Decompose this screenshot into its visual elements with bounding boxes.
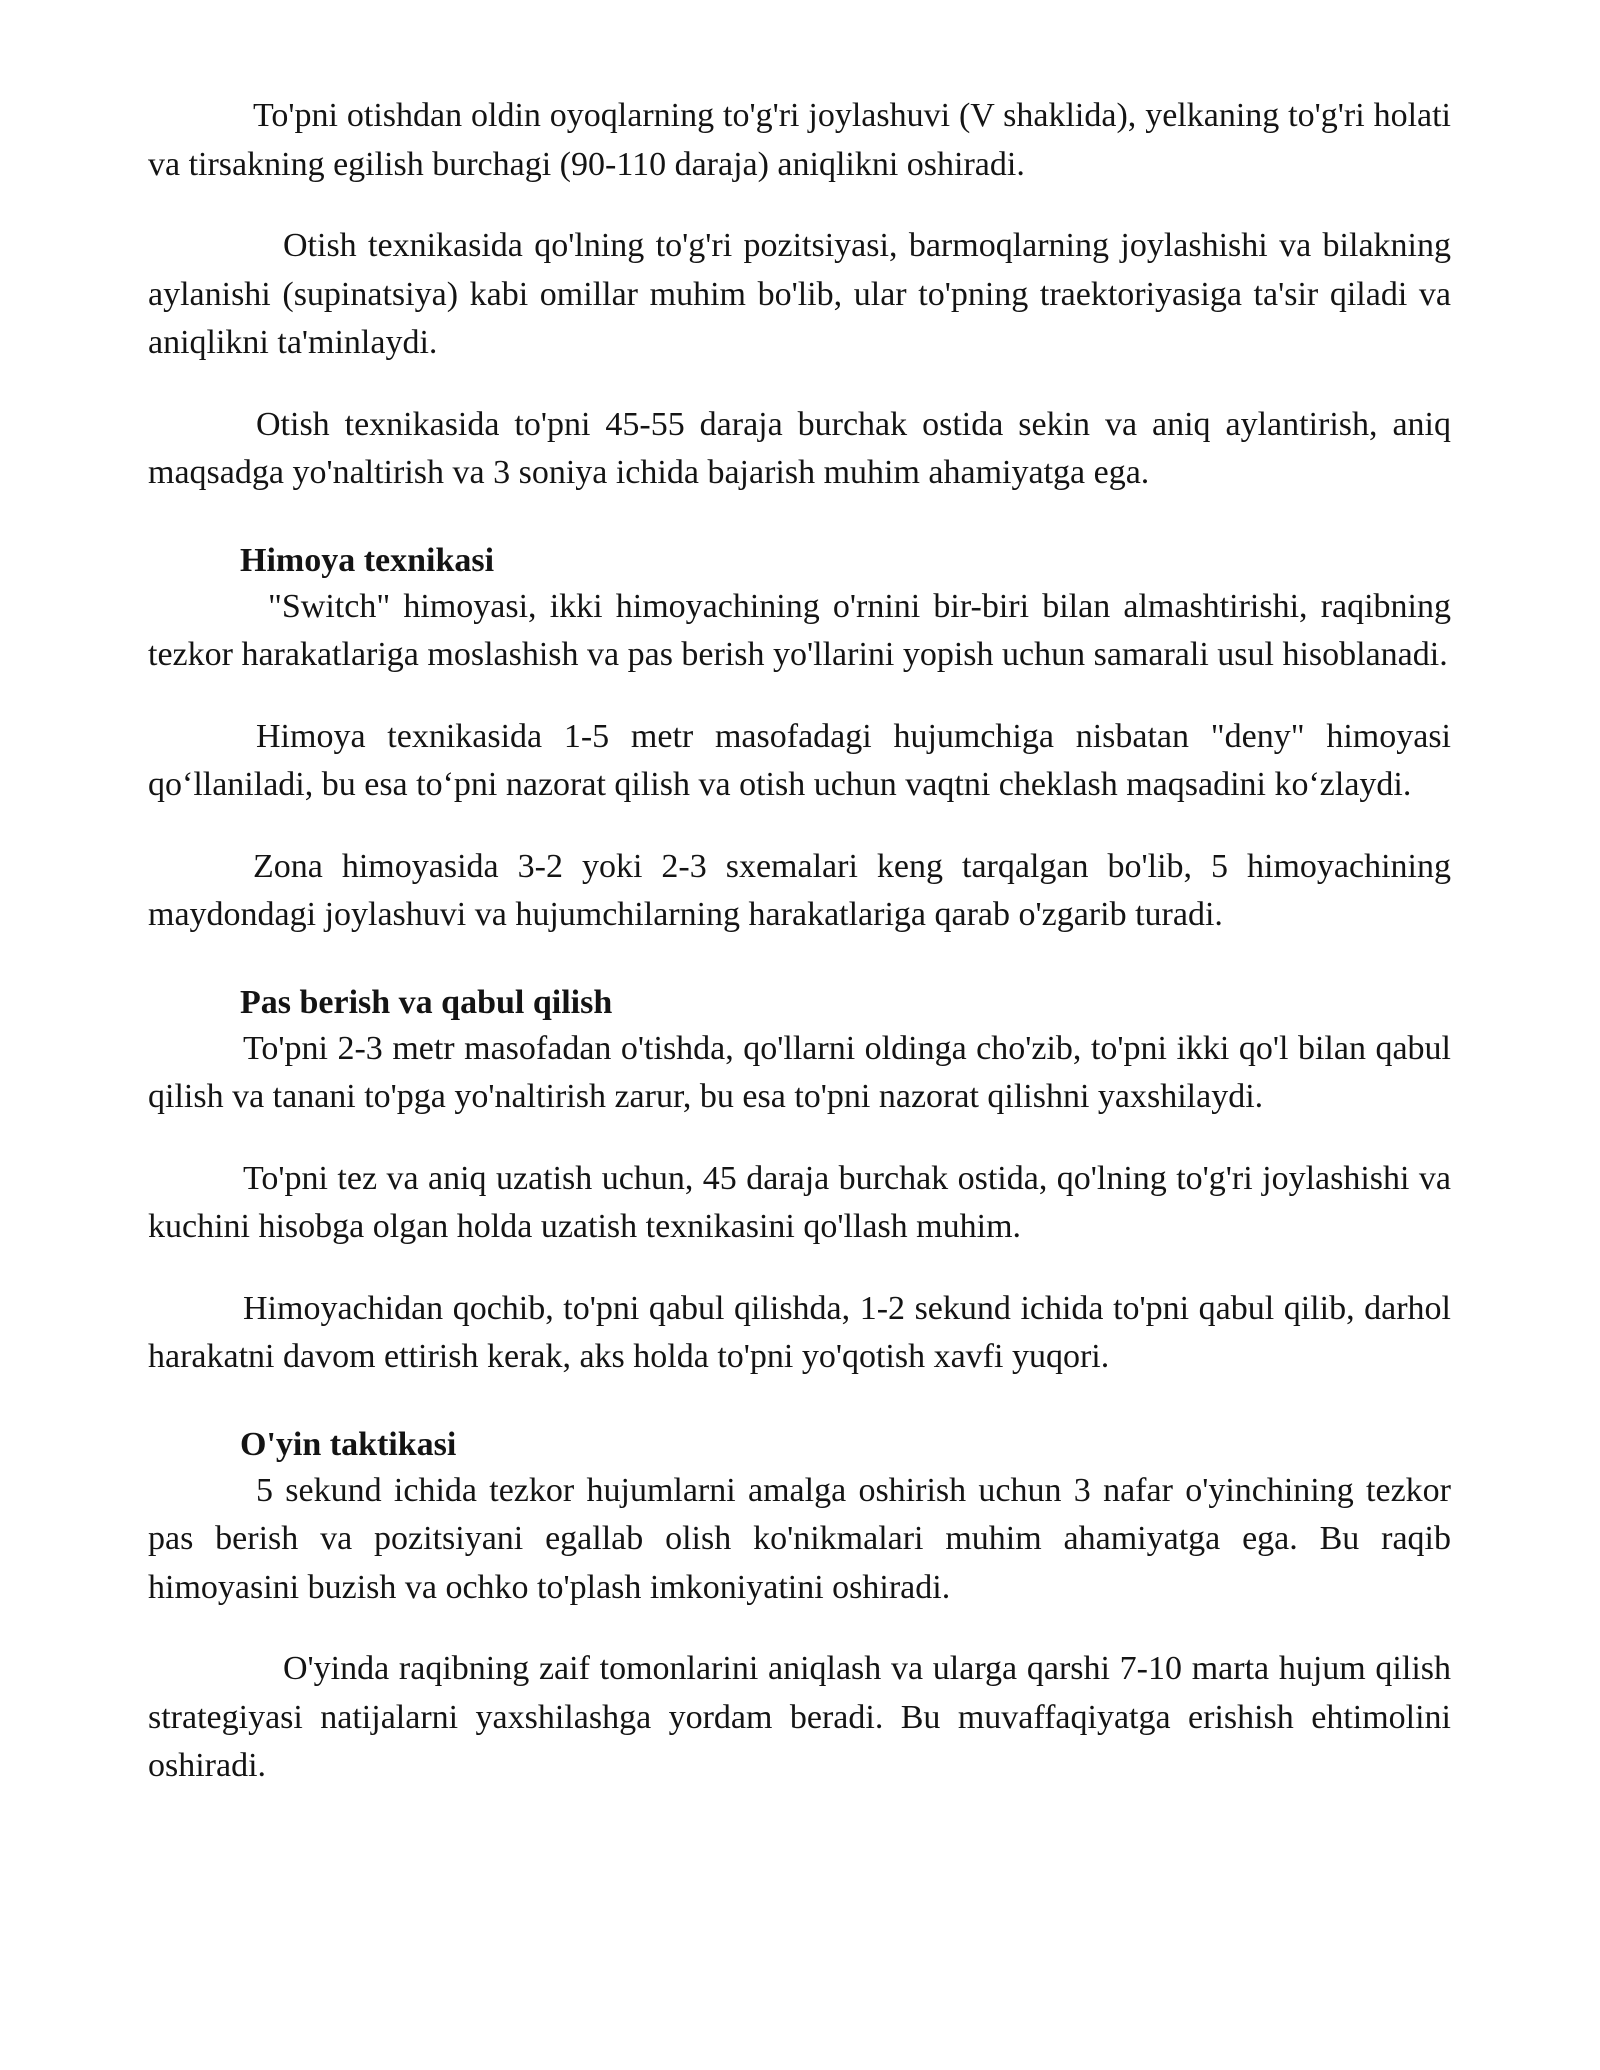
paragraph: Otish texnikasida to'pni 45-55 daraja burchak ostida sekin va aniq aylantirish, aniq maqsadga yo'naltirish va 3 soniya ichida bajarish muhim ahamiyatga ega. <box>148 405 1451 491</box>
paragraph: To'pni 2-3 metr masofadan o'tishda, qo'llarni oldinga cho'zib, to'pni ikki qo'l bilan qabul qilish va tanani to'pga yo'naltirish zarur, bu esa to'pni nazorat qilishni yaxshilaydi. <box>148 1029 1451 1115</box>
section-oyin-taktikasi <box>148 1423 1451 1791</box>
paragraph: 5 sekund ichida tezkor hujumlarni amalga oshirish uchun 3 nafar o'yinchining tezkor pas berish va pozitsiyani egallab olish ko'nikmalari muhim ahamiyatga ega. Bu raqib himoyasini buzish va ochko to'plash imkoniyatini oshiradi. <box>148 1471 1451 1606</box>
paragraph: "Switch" himoyasi, ikki himoyachining o'rnini bir-biri bilan almashtirishi, raqibning tezkor harakatlariga moslashish va pas berish yo'llarini yopish uchun samarali usul hisoblanadi. <box>148 587 1451 673</box>
paragraph: Zona himoyasida 3-2 yoki 2-3 sxemalari keng tarqalgan bo'lib, 5 himoyachining maydondagi joylashuvi va hujumchilarning harakatlariga qarab o'zgarib turadi. <box>148 847 1451 933</box>
paragraph: Otish texnikasida qo'lning to'g'ri pozitsiyasi, barmoqlarning joylashishi va bilakning aylanishi (supinatsiya) kabi omillar muhim bo'lib, ular to'pning traektoriyasiga ta'sir qiladi va aniqlikni ta'minlaydi. <box>148 227 1451 361</box>
paragraph: O'yinda raqibning zaif tomonlarini aniqlash va ularga qarshi 7-10 marta hujum qilish strategiyasi natijalarni yaxshilashga yordam beradi. Bu muvaffaqiyatga erishish ehtimolini oshiradi. <box>148 1650 1451 1784</box>
paragraph: To'pni otishdan oldin oyoqlarning to'g'ri joylashuvi (V shaklida), yelkaning to'g'ri holati va tirsakning egilish burchagi (90-110 daraja) aniqlikni oshiradi. <box>148 97 1451 183</box>
paragraph: Himoyachidan qochib, to'pni qabul qilishda, 1-2 sekund ichida to'pni qabul qilib, darhol harakatni davom ettirish kerak, aks holda to'pni yo'qotish xavfi yuqori. <box>148 1289 1451 1375</box>
section-himoya-texnikasi <box>148 539 1451 940</box>
section-pas-berish <box>148 981 1451 1382</box>
paragraph: To'pni tez va aniq uzatish uchun, 45 daraja burchak ostida, qo'lning to'g'ri joylashishi va kuchini hisobga olgan holda uzatish texnikasini qo'llash muhim. <box>148 1159 1451 1245</box>
section-heading: Pas berish va qabul qilish <box>240 983 613 1021</box>
section-heading: Himoya texnikasi <box>240 541 495 579</box>
section-heading: O'yin taktikasi <box>240 1425 457 1463</box>
paragraph: Himoya texnikasida 1-5 metr masofadagi hujumchiga nisbatan "deny" himoyasi qo‘llaniladi, bu esa to‘pni nazorat qilish va otish uchun vaqtni cheklash maqsadini ko‘zlaydi. <box>148 717 1451 803</box>
document-page <box>148 92 1451 1791</box>
